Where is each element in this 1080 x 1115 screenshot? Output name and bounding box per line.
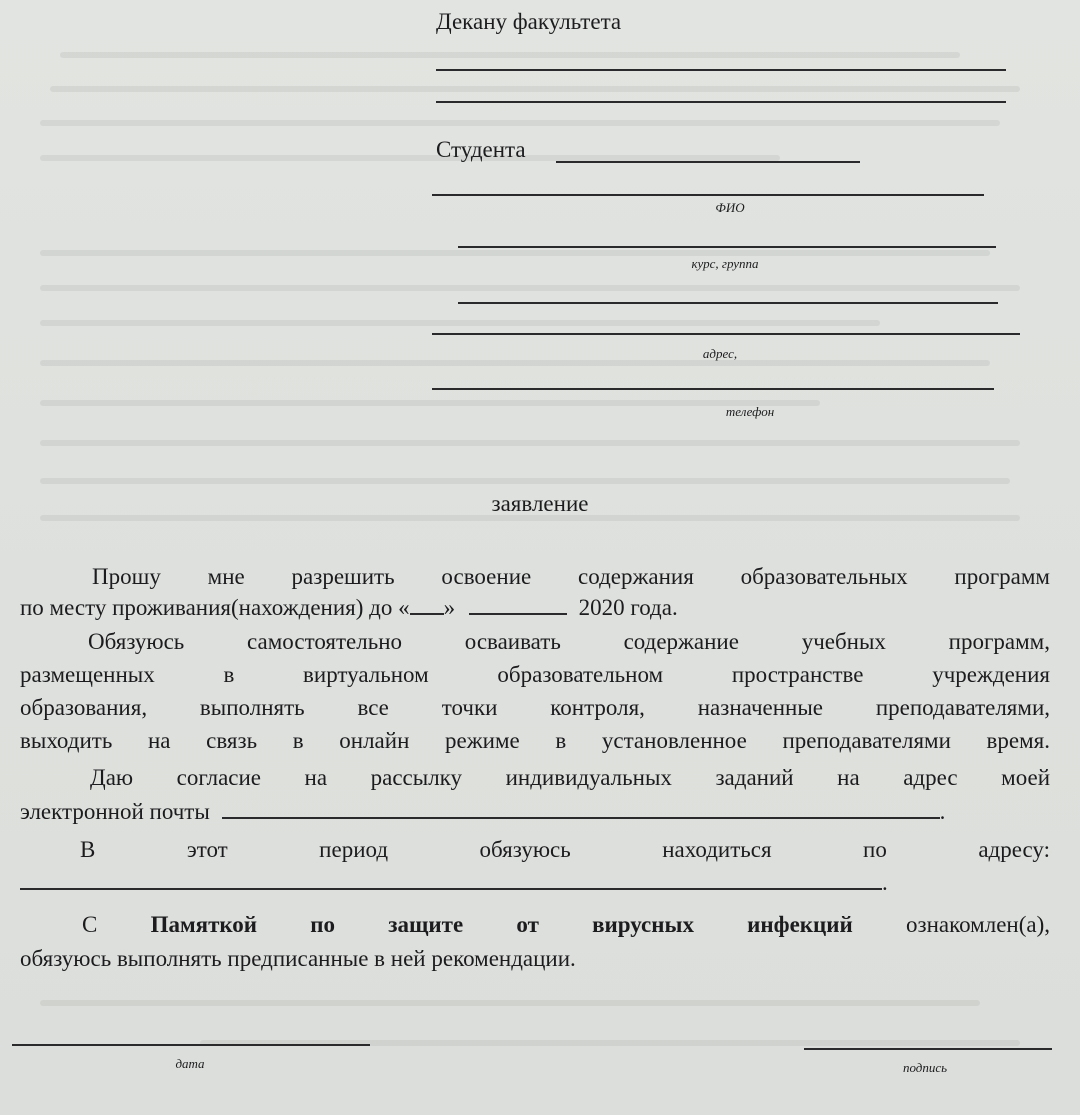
- p3-line1-text: Даю согласие на рассылку индивидуальных заданий на адрес моей: [90, 765, 1050, 790]
- dean-label: Декану факультета: [436, 9, 622, 34]
- paragraph-2-line-3: образования, выполнять все точки контроля, назначенные преподавателями,: [20, 695, 1050, 720]
- date-caption: дата: [175, 1056, 205, 1071]
- show-through-texture: [40, 320, 880, 326]
- show-through-texture: [40, 360, 990, 366]
- day-blank[interactable]: [410, 593, 444, 615]
- student-label: Студента: [436, 137, 526, 162]
- p5-text-a: С: [82, 912, 98, 937]
- p5-line1-text: [82, 910, 1050, 940]
- student-line[interactable]: [556, 161, 860, 163]
- p5-text-c: ознакомлен(а),: [906, 912, 1051, 937]
- document-title: заявление: [491, 491, 589, 516]
- p1-line2-text-a: по месту проживания(нахождения) до «: [20, 595, 410, 620]
- p4-line2-end: .: [882, 870, 888, 895]
- stay-address-blank[interactable]: [20, 868, 882, 890]
- paragraph-1-line-1: [20, 562, 1050, 592]
- p4-line1-text: В этот период обязуюсь находиться по адресу:: [80, 837, 1050, 862]
- dean-name-line[interactable]: [436, 69, 1006, 71]
- show-through-texture: [40, 440, 1020, 446]
- show-through-texture: [60, 52, 960, 58]
- date-line[interactable]: [12, 1044, 370, 1046]
- show-through-texture: [40, 120, 1000, 126]
- show-through-texture: [50, 86, 1020, 92]
- p3-line2-text: электронной почты: [20, 799, 210, 824]
- paragraph-2-line-1: [20, 627, 1050, 657]
- show-through-texture: [40, 478, 1010, 484]
- p2-line1-text: Обязуюсь самостоятельно осваивать содержание учебных программ,: [88, 629, 1050, 654]
- paragraph-1-line-2: [20, 593, 1050, 623]
- paragraph-2-line-4: выходить на связь в онлайн режиме в установленное преподавателями время.: [20, 728, 1050, 753]
- p1-line1-text: Прошу мне разрешить освоение содержания образовательных программ: [92, 564, 1050, 589]
- memo-title: Памяткой по защите от вирусных инфекций: [150, 912, 853, 937]
- show-through-texture: [40, 1000, 980, 1006]
- signature-line[interactable]: [804, 1048, 1052, 1050]
- p1-line2-text-b: »: [443, 595, 456, 620]
- p3-line2-end: .: [939, 799, 946, 824]
- fio-caption: ФИО: [715, 200, 745, 215]
- paragraph-3-line-1: [20, 763, 1050, 793]
- phone-line[interactable]: [432, 388, 994, 390]
- course-group-line[interactable]: [458, 246, 996, 248]
- address-line-1[interactable]: [458, 302, 998, 304]
- show-through-texture: [40, 285, 1020, 291]
- show-through-texture: [40, 400, 820, 406]
- fio-line[interactable]: [432, 194, 984, 196]
- paragraph-2-line-2: размещенных в виртуальном образовательном пространстве учреждения: [20, 662, 1050, 687]
- address-caption: адрес,: [702, 346, 738, 361]
- email-blank[interactable]: [222, 797, 940, 819]
- month-blank[interactable]: [469, 593, 567, 615]
- show-through-texture: [40, 250, 990, 256]
- paragraph-5-line-2: обязуюсь выполнять предписанные в ней рекомендации.: [20, 946, 576, 971]
- paragraph-5-line-1: [20, 910, 1050, 940]
- address-line-2[interactable]: [432, 333, 1020, 335]
- paragraph-3-line-2: [20, 797, 1050, 827]
- phone-caption: телефон: [725, 404, 775, 419]
- signature-caption: подпись: [902, 1060, 948, 1075]
- course-group-caption: курс, группа: [691, 256, 759, 271]
- paragraph-4-line-1: [20, 835, 1050, 865]
- paragraph-4-line-2: [20, 868, 1050, 898]
- dean-name-line-2[interactable]: [436, 101, 1006, 103]
- p1-line2-text-c: 2020 года.: [578, 595, 678, 620]
